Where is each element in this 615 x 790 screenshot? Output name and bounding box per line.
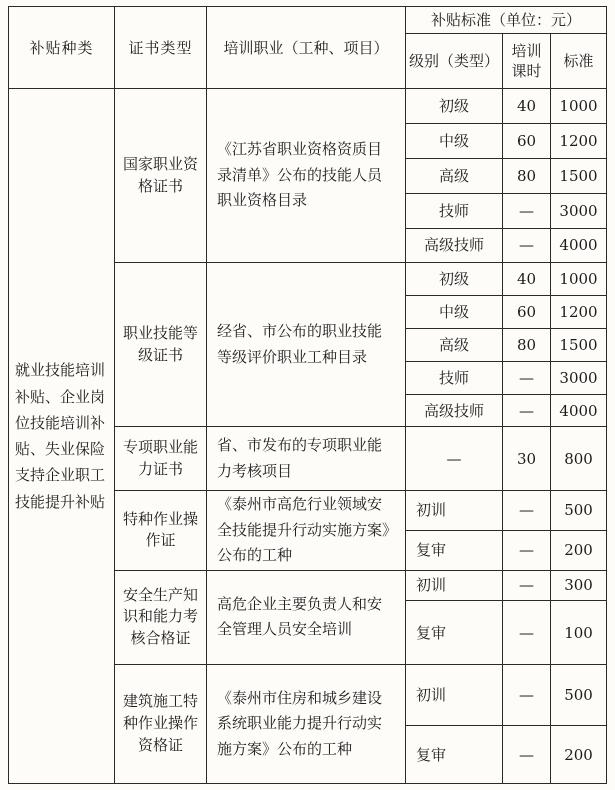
- header-occupation: 培训职业（工种、项目）: [207, 7, 406, 89]
- occupation-cell: 经省、市公布的职业技能等级评价职业工种目录: [207, 263, 406, 427]
- amount-cell: 1200: [551, 123, 607, 158]
- cert-type-cell: 专项职业能力证书: [115, 427, 207, 491]
- level-cell: 技师: [406, 361, 503, 394]
- header-cert-type: 证书类型: [115, 7, 207, 89]
- amount-cell: 500: [551, 664, 607, 726]
- cert-type-cell: 安全生产知识和能力考核合格证: [115, 570, 207, 664]
- level-cell: 初训: [406, 570, 503, 601]
- header-level: 级别（类型）: [406, 33, 503, 88]
- cert-type-cell: 职业技能等级证书: [115, 263, 207, 427]
- hours-cell: —: [503, 228, 551, 263]
- amount-cell: 100: [551, 601, 607, 665]
- amount-cell: 4000: [551, 228, 607, 263]
- amount-cell: 1000: [551, 263, 607, 296]
- amount-cell: 200: [551, 530, 607, 570]
- subsidy-category: 就业技能培训补贴、企业岗位技能培训补贴、失业保险支持企业职工技能提升补贴: [9, 89, 115, 784]
- amount-cell: 800: [551, 427, 607, 491]
- hours-cell: —: [503, 193, 551, 228]
- level-cell: 高级: [406, 329, 503, 362]
- cert-type-cell: 特种作业操作证: [115, 491, 207, 570]
- amount-cell: 3000: [551, 193, 607, 228]
- level-cell: 复审: [406, 726, 503, 784]
- cert-type-cell: 建筑施工特种作业操作资格证: [115, 664, 207, 783]
- amount-cell: 4000: [551, 394, 607, 427]
- level-cell: 复审: [406, 601, 503, 665]
- occupation-cell: 《江苏省职业资格资质目录清单》公布的技能人员职业资格目录: [207, 89, 406, 263]
- hours-cell: —: [503, 570, 551, 601]
- hours-cell: —: [503, 726, 551, 784]
- amount-cell: 1500: [551, 329, 607, 362]
- level-cell: 技师: [406, 193, 503, 228]
- amount-cell: 500: [551, 491, 607, 531]
- level-cell: 初级: [406, 89, 503, 124]
- level-cell: 初训: [406, 664, 503, 726]
- occupation-cell: 《泰州市高危行业领域安全技能提升行动实施方案》公布的工种: [207, 491, 406, 570]
- header-category: 补贴种类: [9, 7, 115, 89]
- level-cell: —: [406, 427, 503, 491]
- occupation-cell: 省、市发布的专项职业能力考核项目: [207, 427, 406, 491]
- hours-cell: —: [503, 601, 551, 665]
- hours-cell: 30: [503, 427, 551, 491]
- hours-cell: 60: [503, 123, 551, 158]
- table-row: [9, 89, 607, 124]
- level-cell: 高级: [406, 158, 503, 193]
- hours-cell: 60: [503, 296, 551, 329]
- subsidy-standard-table: [8, 6, 607, 784]
- hours-cell: —: [503, 664, 551, 726]
- level-cell: 高级技师: [406, 228, 503, 263]
- hours-cell: 80: [503, 329, 551, 362]
- hours-cell: —: [503, 394, 551, 427]
- occupation-cell: 高危企业主要负责人和安全管理人员安全培训: [207, 570, 406, 664]
- level-cell: 初训: [406, 491, 503, 531]
- hours-cell: 80: [503, 158, 551, 193]
- header-standard-group: 补贴标准（单位：元）: [406, 7, 607, 34]
- hours-cell: 40: [503, 263, 551, 296]
- amount-cell: 300: [551, 570, 607, 601]
- level-cell: 初级: [406, 263, 503, 296]
- level-cell: 复审: [406, 530, 503, 570]
- amount-cell: 1500: [551, 158, 607, 193]
- hours-cell: —: [503, 361, 551, 394]
- hours-cell: —: [503, 530, 551, 570]
- occupation-cell: 《泰州市住房和城乡建设系统职业能力提升行动实施方案》公布的工种: [207, 664, 406, 783]
- amount-cell: 1000: [551, 89, 607, 124]
- level-cell: 中级: [406, 123, 503, 158]
- hours-cell: —: [503, 491, 551, 531]
- header-hours: 培训课时: [503, 33, 551, 88]
- level-cell: 高级技师: [406, 394, 503, 427]
- hours-cell: 40: [503, 89, 551, 124]
- cert-type-cell: 国家职业资格证书: [115, 89, 207, 263]
- level-cell: 中级: [406, 296, 503, 329]
- amount-cell: 1200: [551, 296, 607, 329]
- amount-cell: 3000: [551, 361, 607, 394]
- header-amount: 标准: [551, 33, 607, 88]
- amount-cell: 200: [551, 726, 607, 784]
